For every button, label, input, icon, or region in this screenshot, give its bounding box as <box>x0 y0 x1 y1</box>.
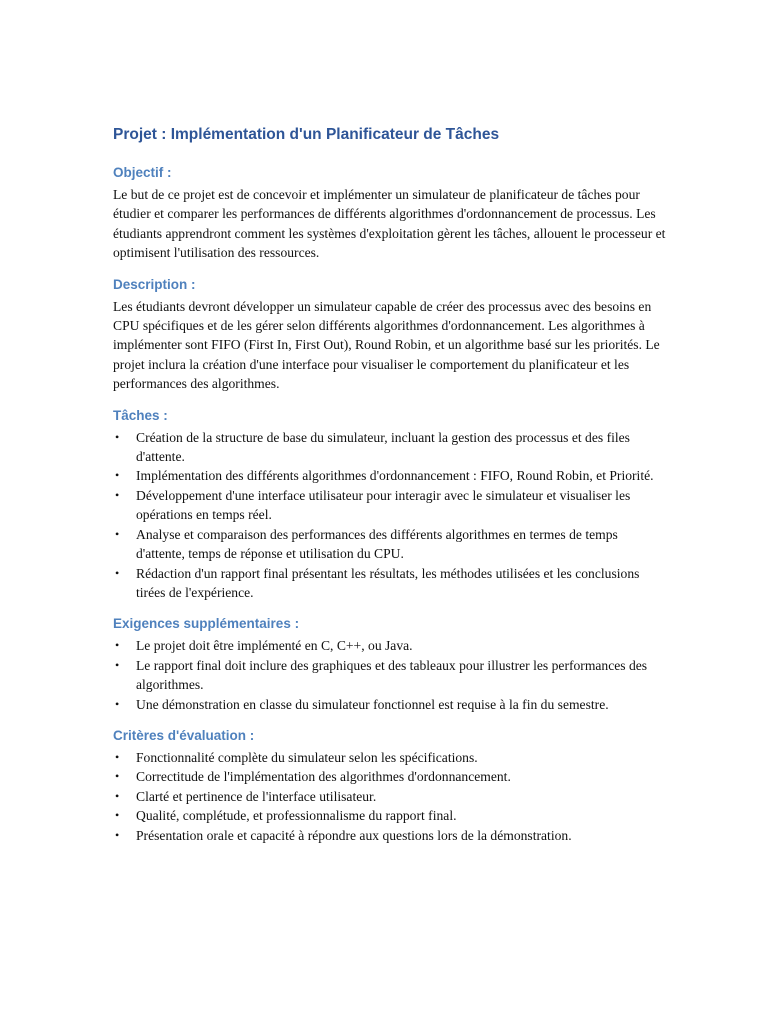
list-item: • Clarté et pertinence de l'interface utilisateur. <box>113 787 668 806</box>
bullet-icon: • <box>115 638 120 653</box>
list-item: • Implémentation des différents algorithmes d'ordonnancement : FIFO, Round Robin, et Priorité. <box>113 466 668 485</box>
section-paragraph-objectif: Le but de ce projet est de concevoir et implémenter un simulateur de planificateur de tâches pour étudier et comparer les performances de différents algorithmes d'ordonnancement de processus. Les étudiants apprendront comment les systèmes d'exploitation gèrent les tâches, allouent le processeur et optimisent l'utilisation des ressources. <box>113 187 666 261</box>
list-item: • Développement d'une interface utilisateur pour interagir avec le simulateur et visualiser les opérations en temps réel. <box>115 487 631 523</box>
section-heading-taches: Tâches : <box>113 407 168 423</box>
bullet-icon: • <box>115 749 120 764</box>
bullet-icon: • <box>115 565 120 580</box>
bullet-list-criteres <box>113 748 668 845</box>
section-heading-objectif: Objectif : <box>113 165 172 180</box>
list-item: • Fonctionnalité complète du simulateur selon les spécifications. <box>113 748 668 767</box>
section-criteres <box>113 726 668 845</box>
section-heading-criteres: Critères d'évaluation : <box>113 727 255 743</box>
list-item: • Création de la structure de base du simulateur, incluant la gestion des processus et des files d'attente. <box>115 429 630 465</box>
document-title: Projet : Implémentation d'un Planificateur de Tâches <box>113 126 500 143</box>
bullet-list-taches <box>113 428 668 603</box>
section-objectif <box>113 163 668 263</box>
bullet-icon: • <box>115 827 120 842</box>
bullet-icon: • <box>115 657 120 672</box>
bullet-icon: • <box>115 468 120 483</box>
bullet-icon: • <box>115 808 120 823</box>
bullet-icon: • <box>115 788 120 803</box>
section-heading-description: Description : <box>113 276 196 292</box>
section-description <box>113 275 668 394</box>
list-item: • Correctitude de l'implémentation des algorithmes d'ordonnancement. <box>113 767 668 786</box>
section-taches <box>113 406 668 603</box>
bullet-icon: • <box>115 526 120 541</box>
list-item: • Le projet doit être implémenté en C, C++, ou Java. <box>113 636 668 655</box>
bullet-icon: • <box>115 696 120 711</box>
bullet-list-exigences <box>113 636 668 714</box>
list-item: • Qualité, complétude, et professionnalisme du rapport final. <box>113 806 668 825</box>
bullet-icon: • <box>115 429 120 444</box>
section-paragraph-description: Les étudiants devront développer un simulateur capable de créer des processus avec des besoins en CPU spécifiques et de les gérer selon différents algorithmes d'ordonnancement. Les algorithmes à implémenter sont FIFO (First In, First Out), Round Robin, et un algorithme basé sur les priorités. Le projet inclura la création d'une interface pour visualiser le comportement du planificateur et les performances des algorithmes. <box>113 298 660 392</box>
bullet-icon: • <box>115 769 120 784</box>
section-exigences <box>113 614 668 714</box>
bullet-icon: • <box>115 487 120 502</box>
list-item: • Analyse et comparaison des performances des différents algorithmes en termes de temps d'attente, temps de réponse et utilisation du CPU. <box>115 526 618 562</box>
list-item: • Présentation orale et capacité à répondre aux questions lors de la démonstration. <box>113 826 668 845</box>
list-item: • Le rapport final doit inclure des graphiques et des tableaux pour illustrer les performances des algorithmes. <box>115 657 648 693</box>
list-item: • Une démonstration en classe du simulateur fonctionnel est requise à la fin du semestre. <box>113 695 668 714</box>
section-heading-exigences: Exigences supplémentaires : <box>113 616 300 632</box>
list-item: • Rédaction d'un rapport final présentant les résultats, les méthodes utilisées et les conclusions tirées de l'expérience. <box>115 565 640 600</box>
